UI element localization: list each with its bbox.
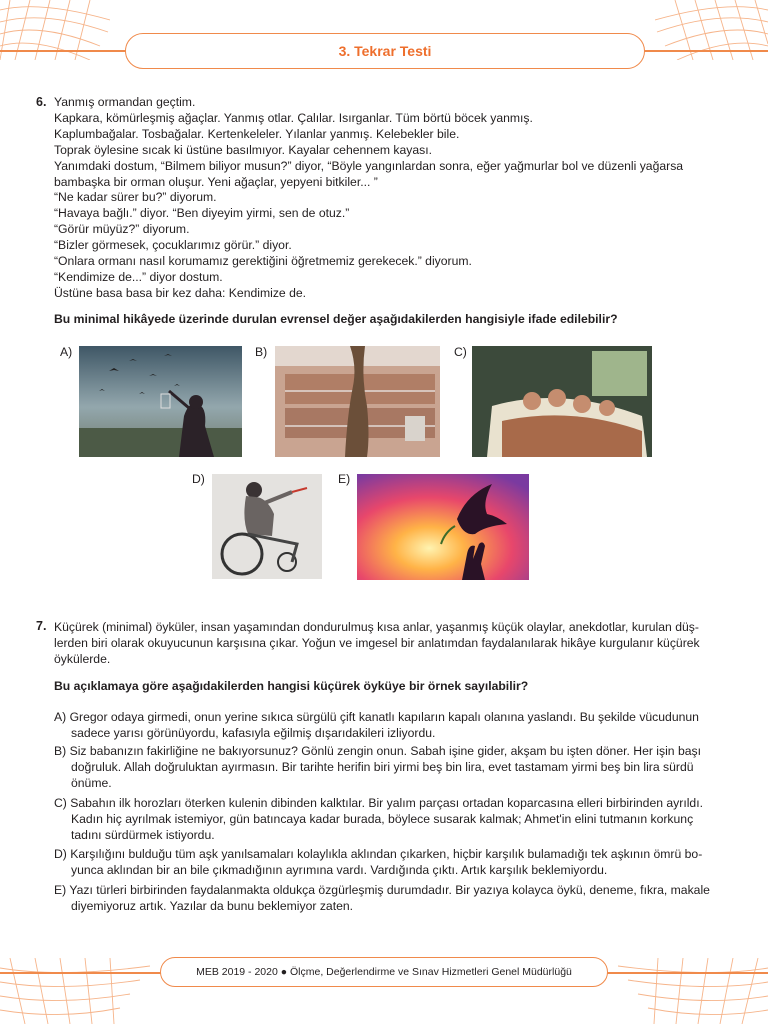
option-line: A) Gregor odaya girmedi, onun yerine sıkıca sürgülü çift kanatlı kapıların kapalı olanına yaslandı. Bu şekilde vücudunun — [54, 710, 699, 724]
children-sleeping-in-bed-image[interactable] — [472, 346, 652, 457]
answer-option-d[interactable] — [54, 846, 744, 878]
option-line: D) Karşılığını bulduğu tüm aşk yanılsamaları kolaylıkla aklından çıkarken, hiçbir karşılık bulamadığı tek aşkının ömrü bo- — [54, 847, 703, 861]
option-line: önüme. — [71, 776, 112, 790]
paragraph-line: Küçürek (minimal) öyküler, insan yaşamından dondurulmuş kısa anlar, yaşanmış küçük olaylar, anekdotlar, kurulan düş- — [54, 620, 699, 634]
option-label-d[interactable]: D) — [192, 472, 205, 486]
footer-text: MEB 2019 - 2020 ● Ölçme, Değerlendirme ve Sınav Hizmetleri Genel Müdürlüğü — [196, 966, 572, 978]
option-label-e[interactable]: E) — [338, 472, 351, 486]
option-label-c[interactable]: C) — [454, 345, 467, 359]
poem-line: Yanmış ormandan geçtim. — [54, 95, 196, 109]
question-number: 7. — [36, 619, 47, 633]
tree-through-balconies-image[interactable] — [275, 346, 440, 457]
paragraph-line: lerden biri olarak okuyucunun karşısına çıkar. Yoğun ve imgesel bir anlatımdan faydalanılarak hikâye kurgulanır küçürek — [54, 636, 700, 650]
option-line: B) Siz babanızın fakirliğine ne bakıyorsunuz? Gönlü zengin onun. Sabah işine gider, akşam bu işten döner. Her işin başı — [54, 744, 702, 758]
dove-at-sunset-image[interactable] — [357, 474, 529, 580]
corner-decoration-bottom-left — [0, 958, 150, 1024]
question-number: 6. — [36, 95, 47, 109]
poem-line: “Bizler görmesek, çocuklarımız görür.” diyor. — [54, 238, 292, 253]
poem-line: Kaplumbağalar. Tosbağalar. Kertenkeleler. Yılanlar yanmış. Kelebekler bile. — [54, 126, 460, 141]
girl-in-wheelchair-drawing-image[interactable] — [212, 474, 322, 579]
poem-line: Yanımdaki dostum, “Bilmem biliyor musun?” diyor, “Böyle yangınlardan sonra, eğer yağmurlar bol ve düzenli yağarsa — [54, 158, 684, 173]
option-label-a[interactable]: A) — [60, 345, 73, 359]
option-line: tadını sürdürmek istiyordu. — [71, 828, 215, 842]
poem-line: “Görür müyüz?” diyorum. — [54, 222, 190, 237]
option-line: doğruluk. Allah doğruluktan ayırmasın. Bir tarihte herifin biri yirmi beş bin lira, evet tastamam yirmi beş bin lira sürdü — [71, 760, 694, 774]
footer-rule-left — [0, 972, 161, 974]
option-line: C) Sabahın ilk horozları öterken kulenin dibinden kalktılar. Bir yalım parçası ortadan koparcasına elleri birbirinden ayrıldı. — [54, 796, 703, 810]
poem-line: “Ne kadar sürer bu?” diyorum. — [54, 190, 217, 205]
poem-line: “Kendimize de...” diyor dostum. — [54, 269, 223, 284]
option-label-b[interactable]: B) — [255, 345, 268, 359]
option-line: E) Yazı türleri birbirinden faydalanmakta oldukça özgürleşmiş durumdadır. Bir yazıya kolayca öykü, deneme, fıkra, makale — [54, 883, 710, 897]
answer-option-c[interactable] — [54, 795, 744, 843]
option-line: sadece yarısı görünüyordu, kafasıyla eğilmiş dışarıdakileri izliyordu. — [71, 726, 436, 740]
question-prompt: Bu açıklamaya göre aşağıdakilerden hangisi küçürek öyküye bir örnek sayılabilir? — [54, 679, 529, 693]
option-line: Kadın hiç ayrılmak istemiyor, gün batıncaya kadar burada, böylece susarak kalmak; Ahmet'in elini tutmanın korkunç — [71, 812, 694, 826]
answer-option-b[interactable] — [54, 743, 744, 791]
poem-line: bambaşka bir orman oluşur. Yeni ağaçlar, yepyeni bitkiler... ” — [54, 174, 378, 189]
header-rule-right — [644, 50, 768, 52]
poem-line: Toprak öylesine sıcak ki üstüne basılmıyor. Kayalar cehennem kayası. — [54, 142, 432, 157]
answer-option-a[interactable] — [54, 709, 744, 741]
answer-option-e[interactable] — [54, 882, 744, 914]
poem-text — [54, 95, 744, 302]
poem-line: “Havaya bağlı.” diyor. “Ben diyeyim yirmi, sen de otuz.” — [54, 206, 350, 221]
question-paragraph — [54, 619, 744, 667]
poem-line: “Onlara ormanı nasıl korumamız gerektiğini öğretmemiz gerekecek.” diyorum. — [54, 254, 472, 269]
page-title: 3. Tekrar Testi — [338, 43, 432, 59]
paragraph-line: öykülerde. — [54, 652, 111, 666]
poem-line: Kapkara, kömürleşmiş ağaçlar. Yanmış otlar. Çalılar. Isırganlar. Tüm börtü böcek yanmış. — [54, 110, 533, 125]
header-rule-left — [0, 50, 126, 52]
option-line: yunca aklından bir an bile çıkmadığının ayrımına vardı. Vardığında çıktı. Artık karşılık beklemiyordu. — [71, 863, 608, 877]
question-prompt: Bu minimal hikâyede üzerinde durulan evrensel değer aşağıdakilerden hangisiyle ifade edilebilir? — [54, 312, 618, 326]
corner-decoration-bottom-right — [618, 958, 768, 1024]
woman-releasing-birds-image[interactable] — [79, 346, 242, 457]
poem-line: Üstüne basa basa bir kez daha: Kendimize de. — [54, 285, 307, 300]
footer-rule-right — [607, 972, 768, 974]
option-line: diyemiyoruz artık. Yazılar da bunu beklemiyor zaten. — [71, 899, 354, 913]
